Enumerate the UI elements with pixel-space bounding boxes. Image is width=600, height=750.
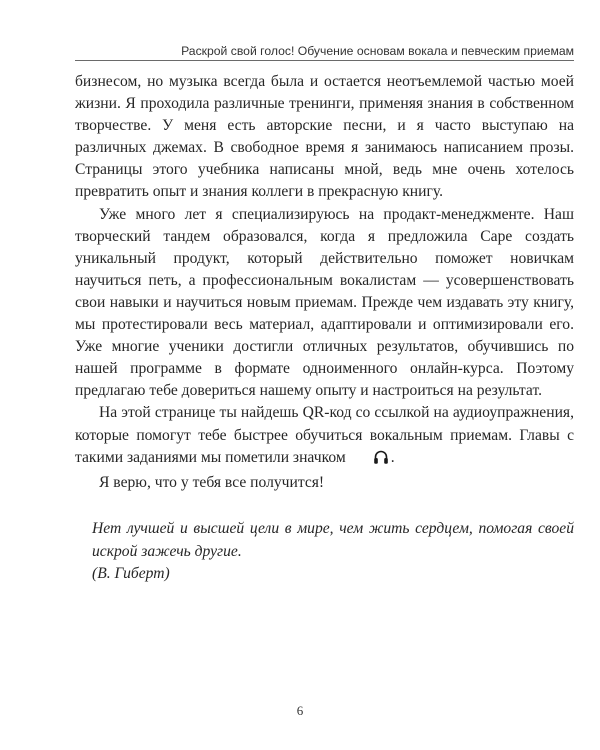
paragraph: Уже много лет я специализируюсь на продакт-менеджменте. Наш творческий тандем образовался, когда я предложила Саре создать уникальный продукт, который действительно поможет новичкам научиться петь, а профессиональным вокалистам — усовершенствовать свои навыки и научиться новым приемам. Прежде чем издавать эту книгу, мы протестировали весь материал, адаптировали и оптимизировали его. Уже многие ученики достигли отличных результатов, обучившись по нашей программе в формате одноименного онлайн-курса. Поэтому предлагаю тебе довериться нашему опыту и настроиться на результат.	[75, 205, 574, 400]
closing-line: Я верю, что у тебя все получится!	[99, 473, 325, 491]
paragraph: бизнесом, но музыка всегда была и остается неотъемлемой частью моей жизни. Я проходила различные тренинги, применяя знания в собственном творчестве. У меня есть авторские песни, и я часто выступаю на различных джемах. В свободное время я занимаюсь написанием прозы. Страницы этого учебника написаны мной, ведь мне очень хотелось превратить опыт и знания коллеги в прекрасную книгу.	[75, 73, 574, 201]
qr-paragraph-end: .	[390, 448, 395, 466]
epigraph-quote: Нет лучшей и высшей цели в мире, чем жить сердцем, помогая своей искрой зажечь другие.	[92, 520, 574, 560]
headphones-icon	[349, 449, 389, 472]
header-divider	[75, 60, 574, 61]
qr-paragraph-text: На этой странице ты найдешь QR-код со ссылкой на аудиоупражнения, которые помогут тебе быстрее обучиться вокальным приемам. Главы с такими заданиями мы пометили значком	[75, 404, 574, 466]
body-text	[75, 71, 574, 494]
running-header: Раскрой свой голос! Обучение основам вокала и певческим приемам	[181, 44, 574, 58]
epigraph-author: (В. Гиберт)	[92, 565, 170, 582]
qr-paragraph	[75, 402, 574, 471]
epigraph	[92, 518, 574, 586]
page-number: 6	[296, 703, 304, 718]
